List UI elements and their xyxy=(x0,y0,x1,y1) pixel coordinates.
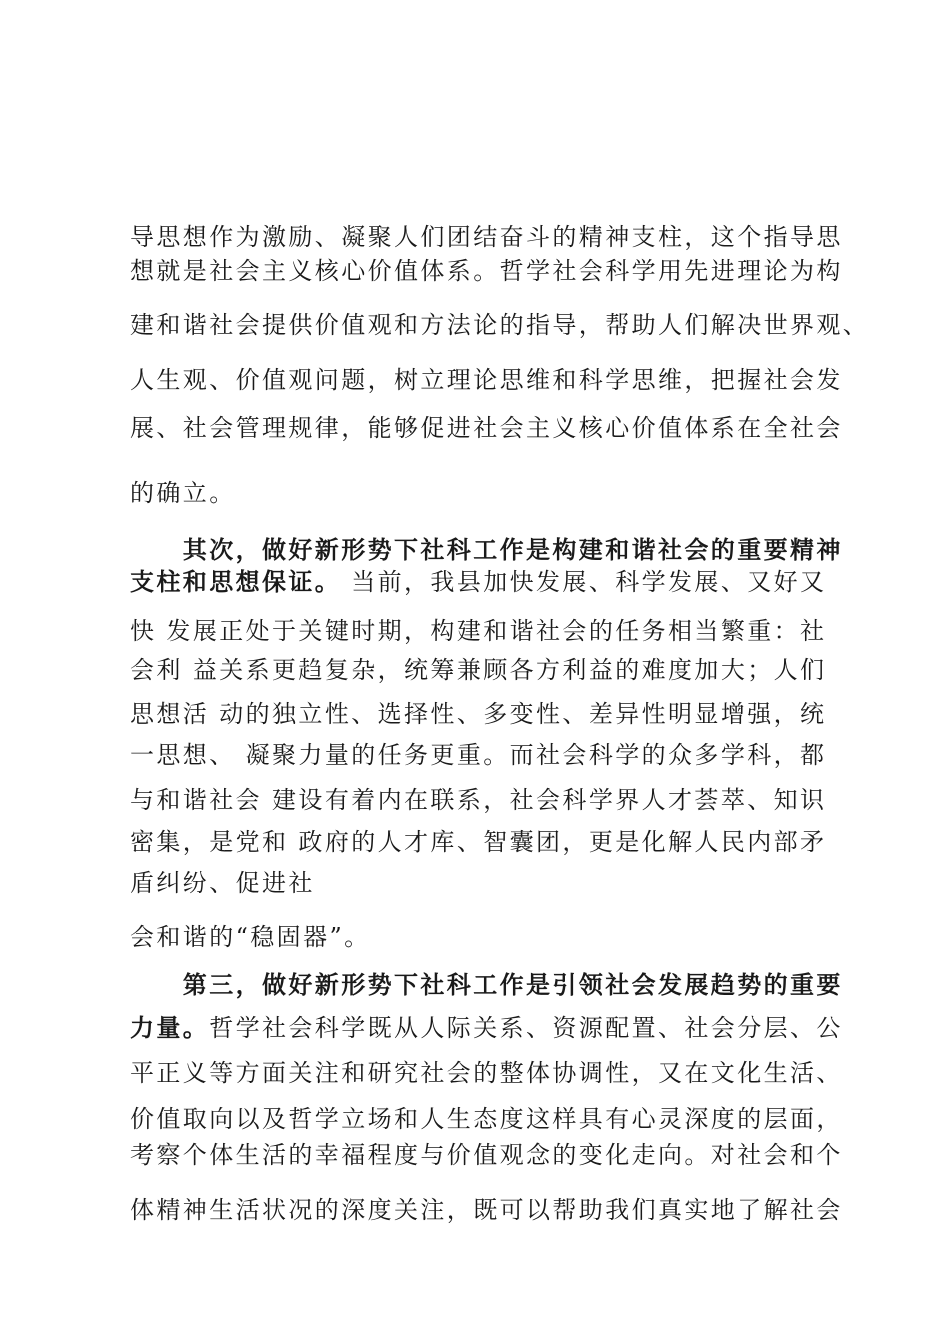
text-line xyxy=(130,740,826,770)
text-line xyxy=(130,1058,843,1088)
body-text: 建和谐社会提供价值观和方法论的指导，帮助人们解决世界观、 xyxy=(130,311,870,339)
text-line xyxy=(130,785,826,815)
text-line xyxy=(130,616,826,646)
text-line xyxy=(130,1195,843,1225)
text-line xyxy=(130,827,826,857)
text-line xyxy=(130,868,315,898)
text-line xyxy=(130,1013,843,1043)
body-text: 当前，我县加快发展、科学发展、又好又 xyxy=(341,568,827,596)
body-text: 思想活 动的独立性、选择性、多变性、差异性明显增强，统 xyxy=(130,700,827,728)
bold-heading-text: 支柱和思想保证。 xyxy=(130,567,342,596)
text-line xyxy=(130,1104,843,1134)
bold-heading-text: 第三，做好新形势下社科工作是引领社会发展趋势的重要 xyxy=(130,970,843,999)
text-line xyxy=(130,413,843,443)
bold-heading-text: 其次，做好新形势下社科工作是构建和谐社会的重要精神 xyxy=(130,535,843,564)
body-text: 想就是社会主义核心价值体系。哲学社会科学用先进理论为构 xyxy=(130,257,843,285)
text-line xyxy=(130,970,843,1000)
text-line xyxy=(130,310,869,340)
body-text: 盾纠纷、促进社 xyxy=(130,869,315,897)
body-text: 哲学社会科学既从人际关系、资源配置、社会分层、公 xyxy=(209,1014,843,1042)
body-text: 密集，是党和 政府的人才库、智囊团，更是化解人民内部矛 xyxy=(130,828,827,856)
body-text: 展、社会管理规律，能够促进社会主义核心价值体系在全社会 xyxy=(130,414,843,442)
text-line xyxy=(130,1140,843,1170)
bold-heading-text: 力量。 xyxy=(130,1013,210,1042)
body-text: 一思想、 凝聚力量的任务更重。而社会科学的众多学科，都 xyxy=(130,741,827,769)
text-line xyxy=(130,567,826,597)
body-text: 人生观、价值观问题，树立理论思维和科学思维，把握社会发 xyxy=(130,366,843,394)
body-text: 体精神生活状况的深度关注，既可以帮助我们真实地了解社会 xyxy=(130,1196,843,1224)
text-line xyxy=(130,699,826,729)
body-text: 平正义等方面关注和研究社会的整体协调性，又在文化生活、 xyxy=(130,1059,843,1087)
text-line xyxy=(130,535,843,565)
body-text: 与和谐社会 建设有着内在联系，社会科学界人才荟萃、知识 xyxy=(130,786,827,814)
text-line xyxy=(130,256,843,286)
body-text: 价值取向以及哲学立场和人生态度这样具有心灵深度的层面， xyxy=(130,1105,843,1133)
body-text: 快 发展正处于关键时期，构建和谐社会的任务相当繁重：社 xyxy=(130,617,827,645)
text-line xyxy=(130,655,826,685)
body-text: 考察个体生活的幸福程度与价值观念的变化走向。对社会和个 xyxy=(130,1141,843,1169)
body-text: 会和谐的“稳固器”。 xyxy=(130,923,371,951)
body-text: 导思想作为激励、凝聚人们团结奋斗的精神支柱，这个指导思 xyxy=(130,223,843,251)
body-text: 的确立。 xyxy=(130,479,236,507)
body-text: 会利 益关系更趋复杂，统筹兼顾各方利益的难度加大；人们 xyxy=(130,656,827,684)
text-line xyxy=(130,222,843,252)
text-line xyxy=(130,478,236,508)
text-line xyxy=(130,922,371,952)
text-line xyxy=(130,365,843,395)
